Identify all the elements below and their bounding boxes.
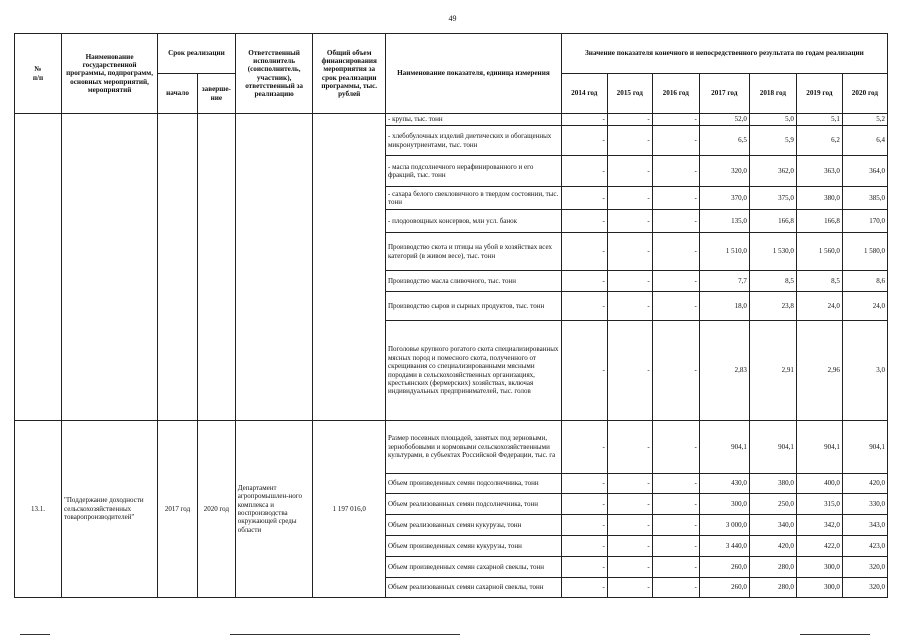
value-2017: 260,0 (699, 578, 749, 598)
value-2015: - (607, 114, 652, 126)
value-2020: 1 580,0 (842, 233, 887, 271)
value-2015: - (607, 271, 652, 292)
indicator-name: - хлебобулочных изделий диетических и обогащенных микронутриентами, тыс. тонн (386, 126, 562, 156)
cell-start-empty (158, 114, 198, 421)
cell-program-empty (62, 114, 158, 421)
value-2019: 342,0 (796, 515, 842, 536)
value-2016: - (652, 494, 699, 515)
value-2019: 300,0 (796, 578, 842, 598)
value-2018: 340,0 (749, 515, 796, 536)
value-2016: - (652, 557, 699, 578)
value-2018: 280,0 (749, 557, 796, 578)
value-2016: - (652, 210, 699, 233)
block-number: 13.1. (15, 421, 62, 598)
value-2020: 170,0 (842, 210, 887, 233)
value-2014: - (561, 114, 607, 126)
value-2019: 400,0 (796, 474, 842, 494)
value-2019: 5,1 (796, 114, 842, 126)
value-2014: - (561, 578, 607, 598)
indicator-name: Производство сыров и сырных продуктов, тыс. тонн (386, 292, 562, 321)
value-2016: - (652, 187, 699, 210)
scan-edge-line (800, 634, 870, 635)
header-year: 2019 год (796, 74, 842, 114)
value-2020: 364,0 (842, 156, 887, 187)
header-period: Срок реализации (158, 34, 236, 74)
value-2014: - (561, 271, 607, 292)
cell-num-empty (15, 114, 62, 421)
block-end: 2020 год (197, 421, 235, 598)
value-2017: 3 440,0 (699, 536, 749, 557)
value-2017: 904,1 (699, 421, 749, 474)
value-2019: 315,0 (796, 494, 842, 515)
block-executor: Департамент агропромышлен-ного комплекса и воспроизводства окружающей среды области (235, 421, 313, 598)
header-year: 2020 год (842, 74, 887, 114)
value-2016: - (652, 271, 699, 292)
value-2016: - (652, 536, 699, 557)
header-volume: Общий объем финансирования мероприятия за срок реализации программы, тыс. рублей (313, 34, 386, 114)
value-2014: - (561, 557, 607, 578)
table-row (15, 114, 888, 126)
value-2017: 2,83 (699, 321, 749, 421)
value-2016: - (652, 421, 699, 474)
value-2019: 166,8 (796, 210, 842, 233)
header-indicator: Наименование показателя, единица измерения (386, 34, 562, 114)
header-year: 2015 год (607, 74, 652, 114)
header-program-name: Наименование государственной программы, подпрограмм, основных мероприятий, мероприятий (62, 34, 158, 114)
header-num: № п/п (15, 34, 62, 114)
value-2020: 420,0 (842, 474, 887, 494)
value-2019: 422,0 (796, 536, 842, 557)
header-year: 2018 год (749, 74, 796, 114)
value-2019: 904,1 (796, 421, 842, 474)
value-2020: 385,0 (842, 187, 887, 210)
header-year: 2016 год (652, 74, 699, 114)
scan-edge-line (20, 634, 50, 635)
value-2017: 430,0 (699, 474, 749, 494)
scan-edge-line (230, 634, 460, 635)
value-2015: - (607, 474, 652, 494)
value-2018: 250,0 (749, 494, 796, 515)
value-2018: 420,0 (749, 536, 796, 557)
value-2014: - (561, 494, 607, 515)
value-2016: - (652, 156, 699, 187)
value-2016: - (652, 321, 699, 421)
value-2018: 375,0 (749, 187, 796, 210)
value-2019: 300,0 (796, 557, 842, 578)
value-2018: 2,91 (749, 321, 796, 421)
value-2020: 6,4 (842, 126, 887, 156)
value-2020: 343,0 (842, 515, 887, 536)
value-2019: 6,2 (796, 126, 842, 156)
value-2015: - (607, 536, 652, 557)
cell-end-empty (197, 114, 235, 421)
value-2018: 1 530,0 (749, 233, 796, 271)
value-2018: 904,1 (749, 421, 796, 474)
value-2020: 3,0 (842, 321, 887, 421)
value-2015: - (607, 515, 652, 536)
value-2016: - (652, 292, 699, 321)
header-year: 2014 год (561, 74, 607, 114)
value-2018: 5,0 (749, 114, 796, 126)
value-2020: 904,1 (842, 421, 887, 474)
value-2016: - (652, 126, 699, 156)
header-period-end: заверше-ние (197, 74, 235, 114)
value-2014: - (561, 126, 607, 156)
value-2015: - (607, 494, 652, 515)
block-start: 2017 год (158, 421, 198, 598)
value-2014: - (561, 536, 607, 557)
page-number: 49 (448, 14, 457, 23)
value-2017: 300,0 (699, 494, 749, 515)
value-2014: - (561, 233, 607, 271)
table-row (15, 421, 888, 474)
value-2015: - (607, 578, 652, 598)
indicator-name: Объем реализованных семян подсолнечника, тонн (386, 494, 562, 515)
value-2019: 8,5 (796, 271, 842, 292)
header-year: 2017 год (699, 74, 749, 114)
value-2014: - (561, 292, 607, 321)
indicator-name: Объем реализованных семян кукурузы, тонн (386, 515, 562, 536)
value-2019: 24,0 (796, 292, 842, 321)
header-period-start: начало (158, 74, 198, 114)
value-2017: 3 000,0 (699, 515, 749, 536)
value-2018: 8,5 (749, 271, 796, 292)
value-2017: 6,5 (699, 126, 749, 156)
value-2019: 380,0 (796, 187, 842, 210)
value-2017: 370,0 (699, 187, 749, 210)
value-2015: - (607, 292, 652, 321)
value-2020: 320,0 (842, 578, 887, 598)
cell-executor-empty (235, 114, 313, 421)
indicator-name: Размер посевных площадей, занятых под зерновыми, зернобобовыми и кормовыми сельскохозяйственными культурами, в субъектах Российской Федерации, тыс. га (386, 421, 562, 474)
block-volume: 1 197 016,0 (313, 421, 386, 598)
indicator-name: - плодоовощных консервов, млн усл. банок (386, 210, 562, 233)
value-2020: 423,0 (842, 536, 887, 557)
value-2017: 1 510,0 (699, 233, 749, 271)
value-2016: - (652, 515, 699, 536)
value-2015: - (607, 421, 652, 474)
value-2018: 23,8 (749, 292, 796, 321)
value-2019: 1 560,0 (796, 233, 842, 271)
value-2019: 363,0 (796, 156, 842, 187)
indicator-name: Объем произведенных семян подсолнечника, тонн (386, 474, 562, 494)
value-2014: - (561, 515, 607, 536)
value-2015: - (607, 187, 652, 210)
value-2016: - (652, 474, 699, 494)
header-executor: Ответственный исполнитель (соисполнитель, участник), ответственный за реализацию (235, 34, 313, 114)
value-2020: 320,0 (842, 557, 887, 578)
value-2014: - (561, 187, 607, 210)
value-2019: 2,96 (796, 321, 842, 421)
value-2018: 362,0 (749, 156, 796, 187)
block-name: "Поддержание доходности сельскохозяйственных товаропроизводителей" (62, 421, 158, 598)
value-2016: - (652, 578, 699, 598)
value-2017: 320,0 (699, 156, 749, 187)
indicator-name: Производство скота и птицы на убой в хозяйствах всех категорий (в живом весе), тыс. тонн (386, 233, 562, 271)
value-2018: 166,8 (749, 210, 796, 233)
value-2017: 7,7 (699, 271, 749, 292)
value-2015: - (607, 233, 652, 271)
value-2020: 8,6 (842, 271, 887, 292)
value-2016: - (652, 233, 699, 271)
value-2015: - (607, 126, 652, 156)
indicator-name: Объем произведенных семян кукурузы, тонн (386, 536, 562, 557)
value-2017: 18,0 (699, 292, 749, 321)
value-2017: 52,0 (699, 114, 749, 126)
indicator-name: Производство масла сливочного, тыс. тонн (386, 271, 562, 292)
indicator-name: - крупы, тыс. тонн (386, 114, 562, 126)
value-2018: 280,0 (749, 578, 796, 598)
results-table (14, 33, 888, 598)
value-2017: 260,0 (699, 557, 749, 578)
value-2014: - (561, 321, 607, 421)
value-2020: 5,2 (842, 114, 887, 126)
value-2015: - (607, 210, 652, 233)
indicator-name: - сахара белого свекловичного в твердом состоянии, тыс. тонн (386, 187, 562, 210)
value-2020: 24,0 (842, 292, 887, 321)
header-values-title: Значение показателя конечного и непосредственного результата по годам реализации (561, 34, 887, 74)
value-2014: - (561, 474, 607, 494)
cell-volume-empty (313, 114, 386, 421)
value-2016: - (652, 114, 699, 126)
value-2015: - (607, 156, 652, 187)
value-2017: 135,0 (699, 210, 749, 233)
indicator-name: - масла подсолнечного нерафинированного и его фракций, тыс. тонн (386, 156, 562, 187)
value-2014: - (561, 156, 607, 187)
indicator-name: Объем произведенных семян сахарной свеклы, тонн (386, 557, 562, 578)
indicator-name: Поголовье крупного рогатого скота специализированных мясных пород и помесного скота, полученного от скрещивания со специализированными мясными породами в сельскохозяйственных организациях, крестьянских (фермерских) хозяйствах, включая индивидуальных предпринимателей, тыс. голов (386, 321, 562, 421)
value-2018: 380,0 (749, 474, 796, 494)
value-2014: - (561, 210, 607, 233)
value-2014: - (561, 421, 607, 474)
value-2020: 330,0 (842, 494, 887, 515)
value-2018: 5,9 (749, 126, 796, 156)
value-2015: - (607, 321, 652, 421)
indicator-name: Объем реализованных семян сахарной свеклы, тонн (386, 578, 562, 598)
value-2015: - (607, 557, 652, 578)
